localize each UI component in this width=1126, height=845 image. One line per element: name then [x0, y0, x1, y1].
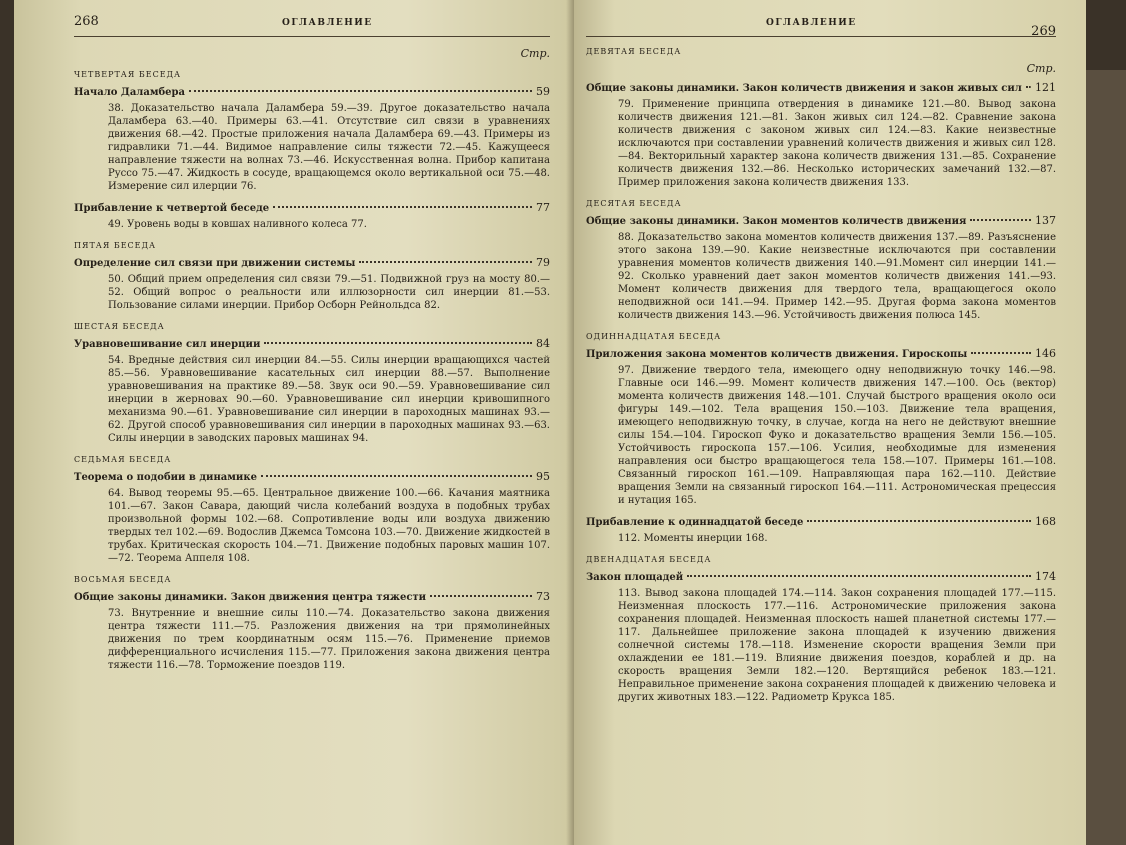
lecture-heading: ДЕСЯТАЯ БЕСЕДА: [586, 199, 682, 208]
leader-dots: [971, 352, 1031, 354]
entry-contents: 49. Уровень воды в ковшах наливного колеса 77.: [108, 219, 367, 230]
running-head-title: ОГЛАВЛЕНИЕ: [282, 18, 373, 28]
running-header: [74, 14, 550, 37]
entry-title: Приложения закона моментов количеств движения. Гироскопы: [586, 349, 968, 360]
entry-page: 146: [1035, 347, 1056, 360]
entry-page: 168: [1035, 515, 1056, 528]
lecture-heading: ВОСЬМАЯ БЕСЕДА: [74, 575, 172, 584]
entry-page: 77: [536, 201, 550, 214]
toc-entry[interactable]: [586, 515, 1056, 528]
entry-page: 59: [536, 85, 550, 98]
leader-dots: [687, 575, 1031, 577]
entry-title: Прибавление к четвертой беседе: [74, 203, 270, 214]
entry-contents: 64. Вывод теоремы 95.—65. Центральное движение 100.—66. Качания маятника 101.—67. Закон Савара, дающий числа колебаний воздуха в подобных трубах произвольной формы 102.—68. Сопротивление воды или воздуха движению твердых тел 102.—69. Водослив Джемса Томсона 103.—70. Движение жидкостей в трубах. Критическая скорость 104.—71. Движение подобных паровых машин 107.—72. Теорема Аппеля 108.: [108, 488, 550, 564]
lecture-heading: ДЕВЯТАЯ БЕСЕДА: [586, 47, 682, 56]
toc-entry[interactable]: [74, 201, 550, 214]
entry-contents: 73. Внутренние и внешние силы 110.—74. Доказательство закона движения центра тяжести 111.—75. Разложения движения на три прямолинейных движения по трем координатным осям 115.—76. Применение приемов дифференциального исчисления 115.—77. Приложения закона движения центра тяжести 116.—78. Торможение поездов 119.: [108, 608, 550, 671]
leader-dots: [807, 520, 1031, 522]
leader-dots: [273, 206, 532, 208]
lecture-heading: СЕДЬМАЯ БЕСЕДА: [74, 455, 172, 464]
entry-page: 84: [536, 337, 550, 350]
entry-title: Прибавление к одиннадцатой беседе: [586, 517, 804, 528]
entry-title: Уравновешивание сил инерции: [74, 339, 261, 350]
entry-title: Теорема о подобии в динамике: [74, 472, 257, 483]
leader-dots: [189, 90, 532, 92]
entry-page: 121: [1035, 81, 1056, 94]
entry-page: 137: [1035, 214, 1056, 227]
entry-page: 174: [1035, 570, 1056, 583]
entry-contents: 97. Движение твердого тела, имеющего одну неподвижную точку 146.—98. Главные оси 146.—99. Момент количеств движения 147.—100. Ось (вектор) момента количеств движения 148.—101. Случай быстрого вращения около оси фигуры 149.—102. Тела вращения 150.—103. Движение тела вращения, имеющего неподвижную точку, в случае, когда на него не действуют внешние силы 154.—104. Гироскоп Фуко и доказательство вращения Земли 156.—105. Устойчивость гироскопа 157.—106. Усилия, необходимые для изменения направления оси быстро вращающегося тела 158.—107. Примеры 161.—108. Связанный гироскоп 161.—109. Направляющая пара 162.—110. Действие вращения Земли на связанный гироскоп 164.—111. Астрономическая прецессия и нутация 165.: [618, 365, 1056, 506]
toc-entry[interactable]: [586, 214, 1056, 227]
entry-contents: 113. Вывод закона площадей 174.—114. Закон сохранения площадей 177.—115. Неизменная плоскость 177.—116. Астрономические приложения закона сохранения площадей. Неизменная плоскость нашей планетной системы 177.—117. Дальнейшее приложение закона площадей к изучению движения солнечной системы 178.—118. Изменение скорости вращения Земли при охлаждении ее 181.—119. Влияние движения поездов, кораблей и др. на скорость вращения Земли 182.—120. Вертящийся ребенок 183.—121. Неправильное применение закона сохранения площадей к движению человека и других животных 183.—122. Радиометр Крукса 185.: [618, 588, 1056, 703]
entry-contents: 88. Доказательство закона моментов количеств движения 137.—89. Разъяснение этого закона 139.—90. Какие неизвестные исключаются при составлении уравнения моментов количеств движения 140.—91.Момент сил инерции 141.—92. Сколько уравнений дает закон моментов количеств движения 141.—93. Момент количеств движения для твердого тела, вращающегося около неподвижной оси 141.—94. Пример 142.—95. Другая форма закона моментов количеств движения 143.—96. Устойчивость движения полюса 145.: [618, 232, 1056, 321]
toc-entry[interactable]: [74, 590, 550, 603]
right-page: [574, 0, 1086, 845]
toc-entry[interactable]: [74, 337, 550, 350]
toc-entry[interactable]: [74, 470, 550, 483]
page-number: 269: [1031, 24, 1056, 39]
entry-title: Определение сил связи при движении системы: [74, 258, 356, 269]
entry-title: Общие законы динамики. Закон моментов количеств движения: [586, 216, 967, 227]
running-head-title: ОГЛАВЛЕНИЕ: [766, 18, 857, 28]
running-header: [586, 14, 1056, 37]
leader-dots: [430, 595, 532, 597]
entry-contents: 54. Вредные действия сил инерции 84.—55. Силы инерции вращающихся частей 85.—56. Уравновешивание касательных сил инерции 88.—57. Выполнение уравновешивания на практике 89.—58. Звук оси 90.—59. Уравновешивание сил инерции в жерновах 90.—60. Уравновешивание сил инерции кривошипного механизма 90.—61. Уравновешивание сил инерции в пароходных машинах 93.—62. Другой способ уравновешивания сил инерции в пароходных машинах 93.—63. Силы инерции в заводских паровых машинах 94.: [108, 355, 550, 444]
entry-page: 79: [536, 256, 550, 269]
lecture-heading: ШЕСТАЯ БЕСЕДА: [74, 322, 165, 331]
leader-dots: [359, 261, 532, 263]
leader-dots: [970, 219, 1031, 221]
entry-title: Общие законы динамики. Закон количеств движения и закон живых сил: [586, 83, 1022, 94]
lecture-heading: ЧЕТВЕРТАЯ БЕСЕДА: [74, 70, 182, 79]
left-page: [14, 0, 574, 845]
entry-contents: 112. Моменты инерции 168.: [618, 533, 768, 544]
toc-entry[interactable]: [586, 81, 1056, 94]
entry-title: Начало Даламбера: [74, 87, 186, 98]
entry-page: 95: [536, 470, 550, 483]
lecture-heading: ПЯТАЯ БЕСЕДА: [74, 241, 157, 250]
entry-contents: 38. Доказательство начала Даламбера 59.—39. Другое доказательство начала Даламбера 63.—40. Примеры 63.—41. Отсутствие сил связи в уравнениях движения 68.—42. Простые приложения начала Даламбера 69.—43. Примеры из гидравлики 71.—44. Видимое направление силы тяжести 72.—45. Кажущееся направление тяжести на волнах 73.—46. Искусственная волна. Прибор капитана Руссо 75.—47. Жидкость в сосуде, вращающемся около вертикальной оси 75.—48. Измерение сил илерции 76.: [108, 103, 550, 192]
entry-title: Закон площадей: [586, 572, 684, 583]
leader-dots: [261, 475, 532, 477]
entry-contents: 50. Общий прием определения сил связи 79.—51. Подвижной груз на мосту 80.—52. Общий вопрос о реальности или иллюзорности сил инерции 81.—53. Пользование силами инерции. Прибор Осборн Рейнольдса 82.: [108, 274, 550, 311]
page-column-label: Стр.: [1026, 62, 1056, 75]
page-number: 268: [74, 14, 99, 29]
lecture-heading: ОДИННАДЦАТАЯ БЕСЕДА: [586, 332, 722, 341]
toc-entry[interactable]: [74, 85, 550, 98]
toc-entry[interactable]: [586, 570, 1056, 583]
toc-entry[interactable]: [74, 256, 550, 269]
entry-page: 73: [536, 590, 550, 603]
leader-dots: [1026, 86, 1031, 88]
lecture-heading: ДВЕНАДЦАТАЯ БЕСЕДА: [586, 555, 712, 564]
leader-dots: [264, 342, 532, 344]
entry-title: Общие законы динамики. Закон движения центра тяжести: [74, 592, 427, 603]
entry-contents: 79. Применение принципа отвердения в динамике 121.—80. Вывод закона количеств движения 121.—81. Закон живых сил 124.—82. Сравнение закона количеств движения с законом живых сил 124.—83. Какие неизвестные исключаются при составлении уравнений количеств движения и живых сил 128.—84. Векторильный характер закона количеств движения 131.—85. Сохранение количеств движения 132.—86. Несколько исторических замечаний 132.—87. Пример приложения закона количеств движения 133.: [618, 99, 1056, 188]
toc-entry[interactable]: [586, 347, 1056, 360]
page-column-label: Стр.: [520, 47, 550, 60]
background-edge: [1086, 70, 1126, 845]
